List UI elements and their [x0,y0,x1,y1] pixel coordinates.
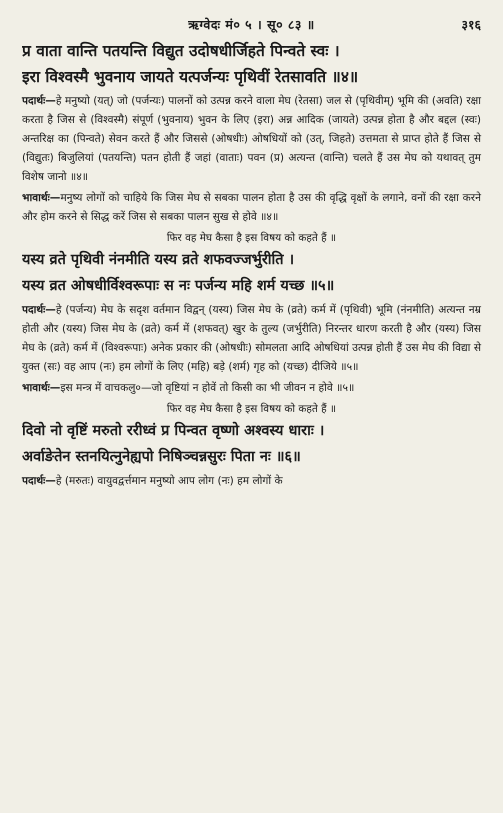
padartha-text: हे (मरुतः) वायुवद्वर्त्तमान मनुष्यो आप लोग (नः) हम लोगों के [55,475,283,487]
mantra-6-line-2: अर्वाङेतेन स्तनयित्नुनेह्यपो निषिञ्चन्नसुरः पिता नः ॥६॥ [22,449,301,465]
bhavartha-label: भावार्थः— [22,192,61,204]
mantra-5-line-1: यस्य व्रते पृथिवी नंनमीति यस्य व्रते शफवज्जर्भुरीति । [22,252,295,268]
bhavartha-label: भावार्थः— [22,382,61,394]
intro-5: फिर वह मेघ कैसा है इस विषय को कहते हैं ॥ [166,232,337,244]
bhavartha-5 [22,379,481,398]
padartha-label: पदार्थः— [22,475,56,487]
bhavartha-text: मनुष्य लोगों को चाहिये कि जिस मेघ से सबका पालन होता है उस की वृद्धि वृक्षों के लगाने, वनों की रक्षा करने और होम करने से सिद्ध करें जिस से सबका पालन सुख से होवे ॥४॥ [22,192,481,223]
page-header [22,16,481,38]
padartha-6 [22,472,481,491]
bhavartha-4 [22,189,481,227]
padartha-label: पदार्थः— [22,95,56,107]
bhavartha-text: इस मन्त्र में वाचकलु०—जो वृष्टियां न होवें तो किसी का भी जीवन न होवे ॥५॥ [60,382,355,394]
padartha-text: हे (पर्जन्य) मेघ के सदृश वर्तमान विद्वन् (यस्य) जिस मेघ के (व्रते) कर्म में (पृथिवी) भूमि (नंनमीति) अत्यन्त नम्र होती और (यस्य) जिस मेघ के (व्रते) कर्म में (शफवत्) खुर के तुल्य (जर्भुरीति) निरन्तर धारण करती है और (यस्य) जिस मेघ के (व्रते) कर्म में (विश्वरूपाः) अनेक प्रकार की (ओषधीः) सोमलता आदि ओषधियां उत्पन्न होती हैं उस मेघ की विद्या से युक्त (सः) वह आप (नः) हम लोगों के लिए (महि) बड़े (शर्म) गृह को (यच्छ) दीजिये ॥५॥ [22,304,481,373]
padartha-text: हे मनुष्यो (यत्) जो (पर्जन्यः) पालनों को उत्पन्न करने वाला मेघ (रेतसा) जल से (पृथिवीम्) भूमि की (अवति) रक्षा करता है जिस से (विश्वस्मै) संपूर्ण (भुवनाय) भुवन के लिए (इरा) अन्न आदिक (जायते) उत्पन्न होता है और बद्दल (स्वः) अन्तरिक्ष का (पिन्वते) सेवन करते हैं और जिससे (ओषधीः) ओषधियों को (उत्, जिहते) उत्तमता से प्राप्त होते हैं जिस से (विद्युतः) बिजुलियां (पतयन्ति) पतन होती हैं जहां (वाताः) पवन (प्र) अत्यन्त (वान्ति) चलते हैं उस मेघ को यथावत् तुम विशेष जानो ॥४॥ [22,95,481,183]
mantra-4-line-1: प्र वाता वान्ति पतयन्ति विद्युत उदोषधीर्जिहते पिन्वते स्वः । [22,42,340,60]
mantra-5-line-2: यस्य व्रत ओषधीर्विश्वरूपाः स नः पर्जन्य महि शर्म यच्छ ॥५॥ [22,278,335,294]
running-title: ऋग्वेदः मं० ५ । सू० ८३ ॥ [188,17,315,32]
mantra-4-line-2: इरा विश्वस्मै भुवनाय जायते यत्पर्जन्यः पृथिवीं रेतसावति ॥४॥ [22,68,359,86]
padartha-4 [22,92,481,187]
mantra-6-line-1: दिवो नो वृष्टिं मरुतो ररीध्वं प्र पिन्वत वृष्णो अश्वस्य धाराः । [22,423,325,439]
padartha-5 [22,301,481,377]
page-number: ३१६ [461,17,481,32]
intro-6: फिर वह मेघ कैसा है इस विषय को कहते हैं ॥ [166,403,337,415]
padartha-label: पदार्थः— [22,304,56,316]
